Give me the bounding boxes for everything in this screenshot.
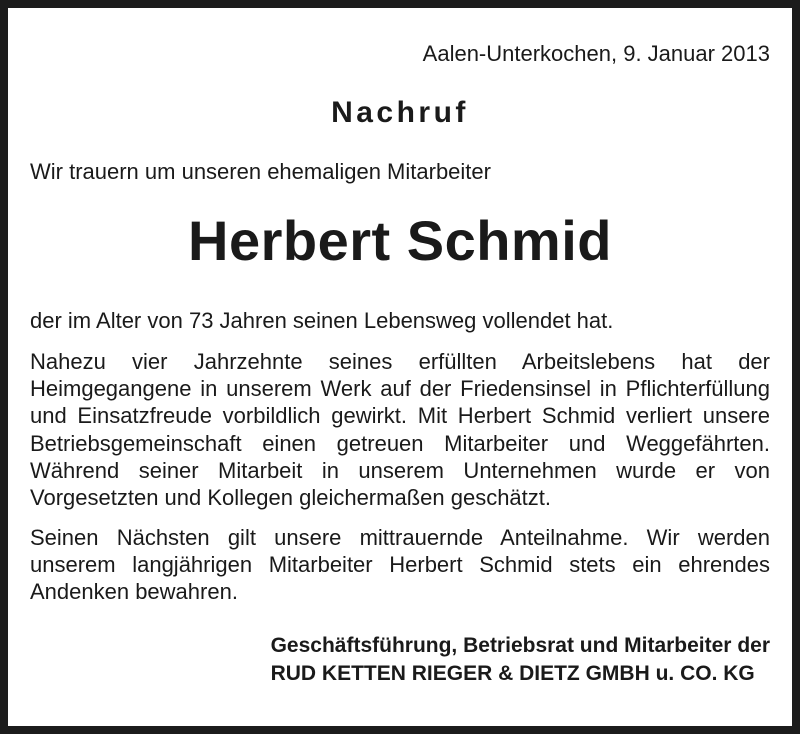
intro-text: Wir trauern um unseren ehemaligen Mitarbeiter xyxy=(30,159,491,184)
notice-heading: Nachruf xyxy=(331,96,469,129)
paragraph-condolence: Seinen Nächsten gilt unsere mittrauernde Anteilnahme. Wir werden unserem langjährigen Mitarbeiter Herbert Schmid stets ein ehrendes Andenken bewahren. xyxy=(30,525,770,605)
paragraph-career: Nahezu vier Jahrzehnte seines erfüllten Arbeitslebens hat der Heimgegangene in unserem Werk auf der Friedensinsel in Pflichterfüllung und Einsatzfreude vorbildlich gewirkt. Mit Herbert Schmid verliert unsere Betriebsgemeinschaft einen getreuen Mitarbeiter und Weggefährten. Während seiner Mitarbeit in unserem Unternehmen wurde er von Vorgesetzten und Kollegen gleichermaßen geschätzt. xyxy=(30,349,770,511)
signature-line-2: RUD KETTEN RIEGER & DIETZ GMBH u. CO. KG xyxy=(270,662,755,685)
signature-line-1: Geschäftsführung, Betriebsrat und Mitarbeiter der xyxy=(270,634,770,657)
deceased-name: Herbert Schmid xyxy=(188,209,612,272)
age-line: der im Alter von 73 Jahren seinen Lebensweg vollendet hat. xyxy=(30,308,614,333)
signature-block xyxy=(271,632,770,688)
place-date: Aalen-Unterkochen, 9. Januar 2013 xyxy=(422,41,770,66)
